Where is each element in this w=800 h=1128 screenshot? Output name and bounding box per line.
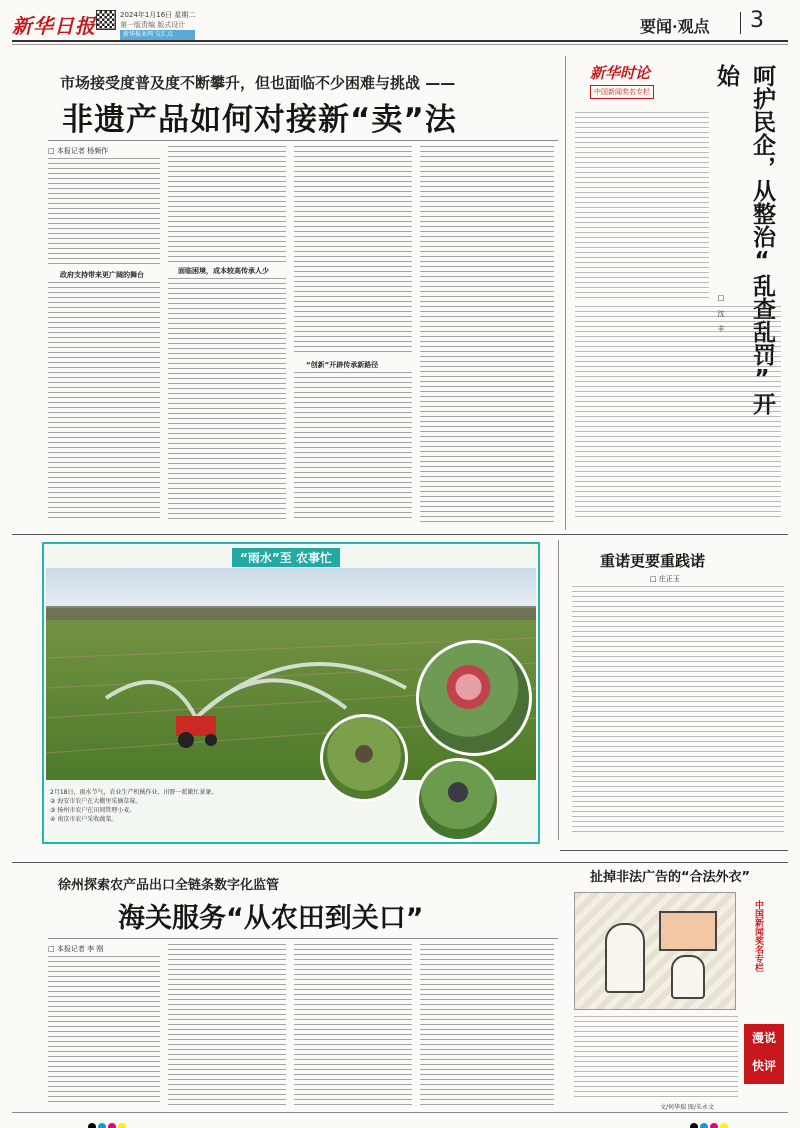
article-text-block (294, 944, 412, 1106)
article-text-block (48, 282, 160, 522)
section-rule (560, 850, 788, 851)
info-line: 第一版责编 版式设计 (120, 21, 186, 29)
date-line: 2024年1月16日 星期二 (120, 11, 196, 19)
header-rule-thin (12, 44, 788, 45)
color-registration-marks (690, 1116, 730, 1128)
subhead-difficulties: 面临困境，成本较高传承人少 (178, 267, 269, 275)
article-text-block (48, 158, 160, 268)
qr-code (96, 10, 116, 30)
photo-box (42, 542, 540, 844)
article-text-block (294, 372, 412, 522)
top-article-divider (48, 140, 558, 141)
commentary-logo-text: 新华时论 (590, 64, 651, 82)
inset-photo-wheat (320, 714, 408, 802)
cartoon-figure (605, 923, 645, 993)
bottom-article-headline: 海关服务“从农田到关口” (118, 903, 424, 934)
stamp-text: 快评 (751, 1059, 776, 1073)
column-2-text (572, 586, 784, 836)
page-number: 3 (750, 8, 764, 33)
page-number-divider (740, 12, 741, 34)
photo-caption-line: ③ 扬州市农户在田间管理小麦。 (50, 807, 136, 814)
commentary-logo (590, 62, 654, 99)
masthead (12, 10, 96, 39)
ad-article-headline: 扯掉非法广告的“合法外衣” (590, 870, 751, 885)
commentary-text-bottom (575, 306, 781, 520)
top-article-byline: □ 本报记者 杨频作 (48, 147, 109, 155)
bottom-article-divider (48, 938, 558, 939)
quick-comment-stamp (744, 1024, 784, 1084)
photo-caption-line: ④ 南京市农户采收蔬菜。 (50, 816, 118, 823)
footer-rule (12, 1112, 788, 1113)
stamp-text: 漫说 (751, 1031, 776, 1045)
column-2-byline: □ 庄正玉 (650, 575, 680, 583)
cartoon-figure (671, 955, 705, 999)
inset-photo-vegetables (416, 758, 500, 842)
column-separator (565, 56, 566, 530)
photo-caption-line: 2月18日，雨水节气，农业生产机械作业，田野一派繁忙景象。 (50, 789, 218, 796)
cartoon-illustration (574, 892, 736, 1010)
masthead-logo: 新华日报 (12, 14, 96, 38)
bottom-article-kicker: 徐州探索农产品出口全链条数字化监管 (58, 878, 280, 893)
header-rule (12, 40, 788, 42)
top-article-headline: 非遗产品如何对接新“卖”法 (62, 102, 457, 138)
column-separator (558, 540, 559, 840)
article-text-block (168, 278, 286, 522)
color-registration-marks (88, 1116, 128, 1128)
column-2-headline: 重诺更要重践诺 (600, 552, 706, 570)
bottom-article-byline: □ 本报记者 李 刚 (48, 945, 104, 953)
section-rule (12, 534, 788, 535)
photo-caption-line: ② 海安市农户在大棚里采摘草莓。 (50, 798, 142, 805)
commentary-logo-sub: 中国新闻奖名专栏 (590, 85, 654, 99)
article-text-block (420, 944, 554, 1106)
article-text-block (420, 146, 554, 522)
page-title: 要闻·观点 (640, 17, 710, 36)
photo-box-title: “雨水”至 农事忙 (232, 548, 340, 567)
article-text-block (294, 146, 412, 356)
section-rule (12, 862, 788, 863)
subhead-innovation: “创新”开辟传承新路径 (306, 361, 379, 369)
article-text-block (168, 944, 286, 1106)
article-text-block (48, 956, 160, 1106)
commentary-headline: 呵护民企，从整治“乱查乱罚”开始 (713, 64, 775, 415)
photo-caption (50, 788, 320, 824)
commentary-byline: □ 沈 丰 (717, 294, 725, 332)
ad-sidebar-label: 中国新闻奖名专栏 (753, 900, 763, 972)
web-banner[interactable]: 新华报业网 交汇点 (120, 30, 195, 40)
ad-article-text (574, 1016, 738, 1098)
inset-photo-strawberry (416, 640, 532, 756)
cartoon-sign (659, 911, 717, 951)
article-text-block (168, 146, 286, 262)
subhead-government-support: 政府支持带来更广阔的舞台 (60, 271, 144, 279)
commentary-text-top (575, 112, 709, 302)
top-article-kicker: 市场接受度普及度不断攀升，但也面临不少困难与挑战 —— (60, 74, 456, 92)
ad-article-credit: 文/何华瑞 图/朱永文 (660, 1104, 714, 1111)
